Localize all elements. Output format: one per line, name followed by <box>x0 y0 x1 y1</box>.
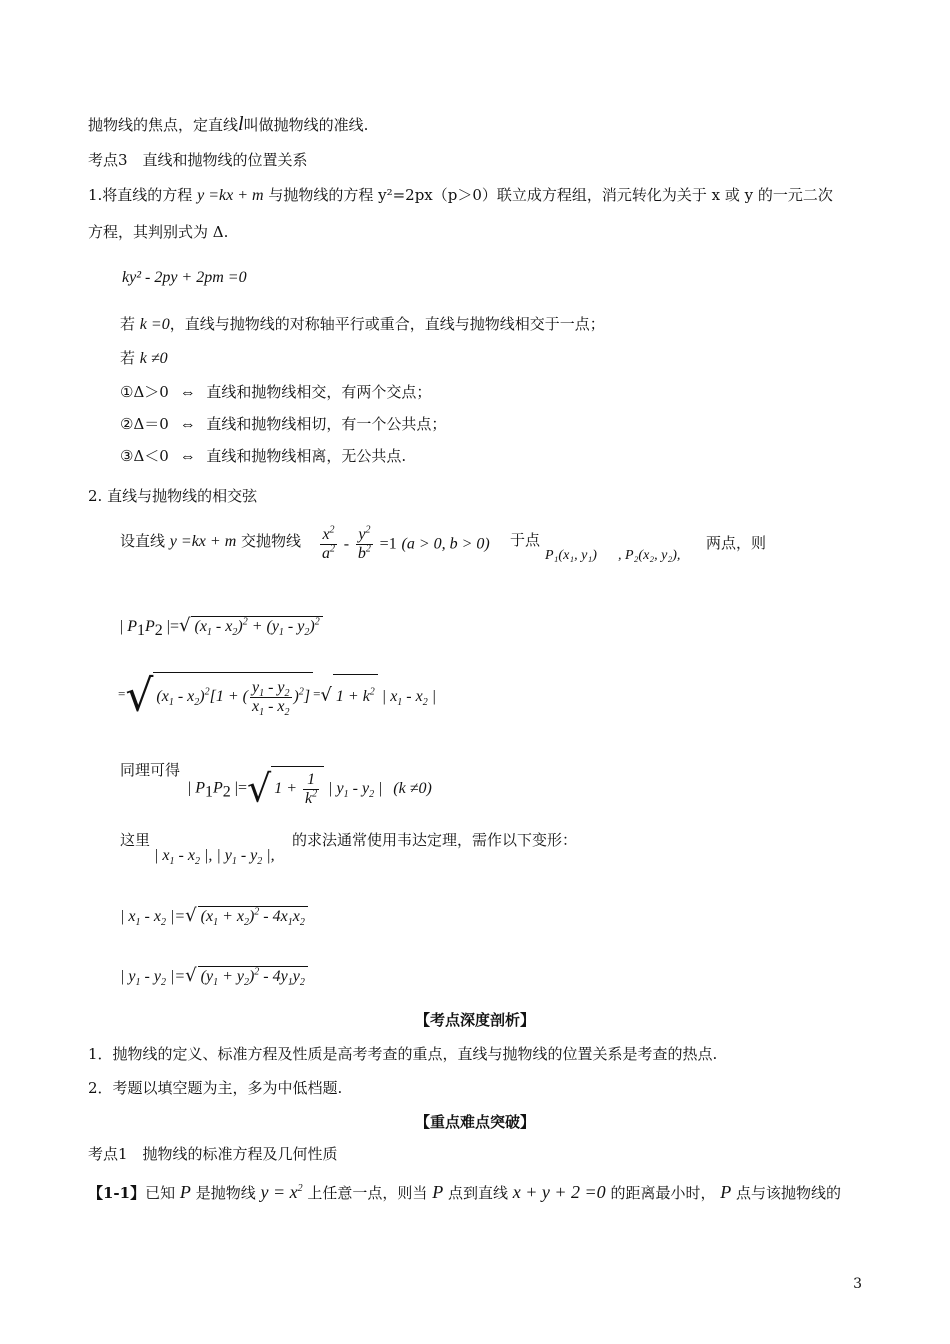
case-item <box>120 446 406 467</box>
text: 1.将直线的方程 <box>88 186 193 204</box>
text-line <box>120 830 150 850</box>
text: 同理可得 <box>120 761 181 779</box>
math-eq: y =kx + m <box>169 533 237 550</box>
text: 这里 <box>120 831 151 849</box>
math-equation: ky² - 2py + 2pm =0 <box>122 269 247 286</box>
text: 是抛物线 <box>195 1184 256 1202</box>
text: 若 <box>120 349 136 367</box>
math-abs-pair: | $x_1 - x_2$ |, | $y_1 - y_2$ |, <box>154 847 275 868</box>
math-var: P <box>179 1182 191 1202</box>
iff-arrow: ⇔ <box>179 384 196 401</box>
math-chord-length-y: | $P_1P_2$ |=√ 1 + $\frac{1}{k^2}$ | $y_1 - y_2$ | (k ≠0) <box>188 766 432 811</box>
section-subheading: 2. 直线与抛物线的相交弦 <box>88 487 258 505</box>
paragraph-cont: 方程，其判别式为 Δ. <box>88 223 229 241</box>
text: 的求法通常使用韦达定理，需作以下变形： <box>292 831 578 849</box>
iff-arrow: ⇔ <box>179 416 196 433</box>
text: 抛物线的焦点，定直线 <box>88 116 239 134</box>
text: 上任意一点，则当 <box>307 1184 428 1202</box>
section-heading: 考点3 直线和抛物线的位置关系 <box>88 151 308 169</box>
math-abs-y: | $y_1 - y_2$ |=√ $(y_1 + y_2)^2 - 4y_1y_2$ <box>120 966 308 987</box>
text: ，直线与抛物线的对称轴平行或重合，直线与抛物线相交于一点； <box>169 315 605 333</box>
math-eq: x + y + 2 =0 <box>512 1182 606 1202</box>
text: 点到直线 <box>447 1184 508 1202</box>
fraction: $\frac{x^2}{a^2}$ <box>322 524 335 562</box>
case-item <box>120 382 431 403</box>
text: ②Δ＝0 <box>120 415 169 433</box>
math-eq: k =0 <box>139 316 170 333</box>
analysis-item: 2．考题以填空题为主，多为中低档题. <box>88 1079 343 1097</box>
text: 设直线 <box>120 532 166 550</box>
text: 于点 <box>510 531 541 549</box>
analysis-item: 1．抛物线的定义、标准方程及性质是高考考查的重点，直线与抛物线的位置关系是考查的热点. <box>88 1045 718 1063</box>
section-title: 【考点深度剖析】 <box>414 1011 535 1029</box>
math-eq: (k ≠0) <box>393 779 432 797</box>
text: 两点，则 <box>706 534 767 552</box>
math-eq: k ≠0 <box>139 350 168 367</box>
math-var: P <box>720 1182 732 1202</box>
example-tag: 【1-1】 <box>88 1184 146 1202</box>
text-line <box>88 114 368 135</box>
text-line <box>120 348 168 369</box>
page-number: 3 <box>853 1276 862 1292</box>
text: 直线和抛物线相离，无公共点. <box>206 447 407 465</box>
text: ③Δ＜0 <box>120 447 169 465</box>
case-item <box>120 414 446 435</box>
example-line <box>88 1180 841 1205</box>
math-eq: $y = x^2$ <box>260 1182 303 1202</box>
math-chord-length: | $P_1P_2$ |=√ $(x_1 - x_2)^2 + (y_1 - y_2)^2$ <box>120 616 323 637</box>
math-var: l <box>238 113 244 135</box>
text: 直线和抛物线相交，有两个交点； <box>206 383 432 401</box>
paragraph <box>88 185 833 206</box>
math-eq: (a > 0, b > 0) <box>401 535 490 553</box>
text: 已知 <box>145 1184 176 1202</box>
text: 若 <box>120 315 136 333</box>
section-title: 【重点难点突破】 <box>414 1113 535 1131</box>
math-eq: y =kx + m <box>197 187 264 204</box>
math-hyperbola: $\frac{x^2}{a^2}$ - $\frac{y^2}{b^2}$ =1 (a > 0, b > 0) <box>322 524 490 562</box>
section-heading: 考点1 抛物线的标准方程及几何性质 <box>88 1145 338 1163</box>
text: 叫做抛物线的准线. <box>243 116 369 134</box>
math-abs-x: | $x_1 - x_2$ |=√ $(x_1 + x_2)^2 - 4x_1x_2$ <box>120 906 308 927</box>
math-var: P <box>432 1182 444 1202</box>
math-point: , P₂(x₂, y₂), <box>618 548 681 563</box>
math-point: P₁(x₁, y₁) <box>545 548 597 563</box>
text: ①Δ＞0 <box>120 383 169 401</box>
math-chord-length-k: =√ $(x_1 - x_2)^2[1$ + ( $\frac{y_1 - y_2}{x_1 - x_2}$ )$^2$] =√ $1 + k^2$ | $x_1 - x_2$ | <box>118 670 437 722</box>
fraction: $\frac{y^2}{b^2}$ <box>357 524 371 562</box>
text: 点与该抛物线的 <box>736 1184 842 1202</box>
iff-arrow: ⇔ <box>179 448 196 465</box>
text-line <box>120 314 605 335</box>
text: 直线和抛物线相切，有一个公共点； <box>206 415 447 433</box>
text: 交抛物线 <box>241 532 302 550</box>
text: 与抛物线的方程 y²=2px（p＞0）联立成方程组，消元转化为关于 x 或 y 的一元二次 <box>268 186 833 204</box>
text-line <box>120 528 301 555</box>
text: 的距离最小时， <box>610 1184 716 1202</box>
